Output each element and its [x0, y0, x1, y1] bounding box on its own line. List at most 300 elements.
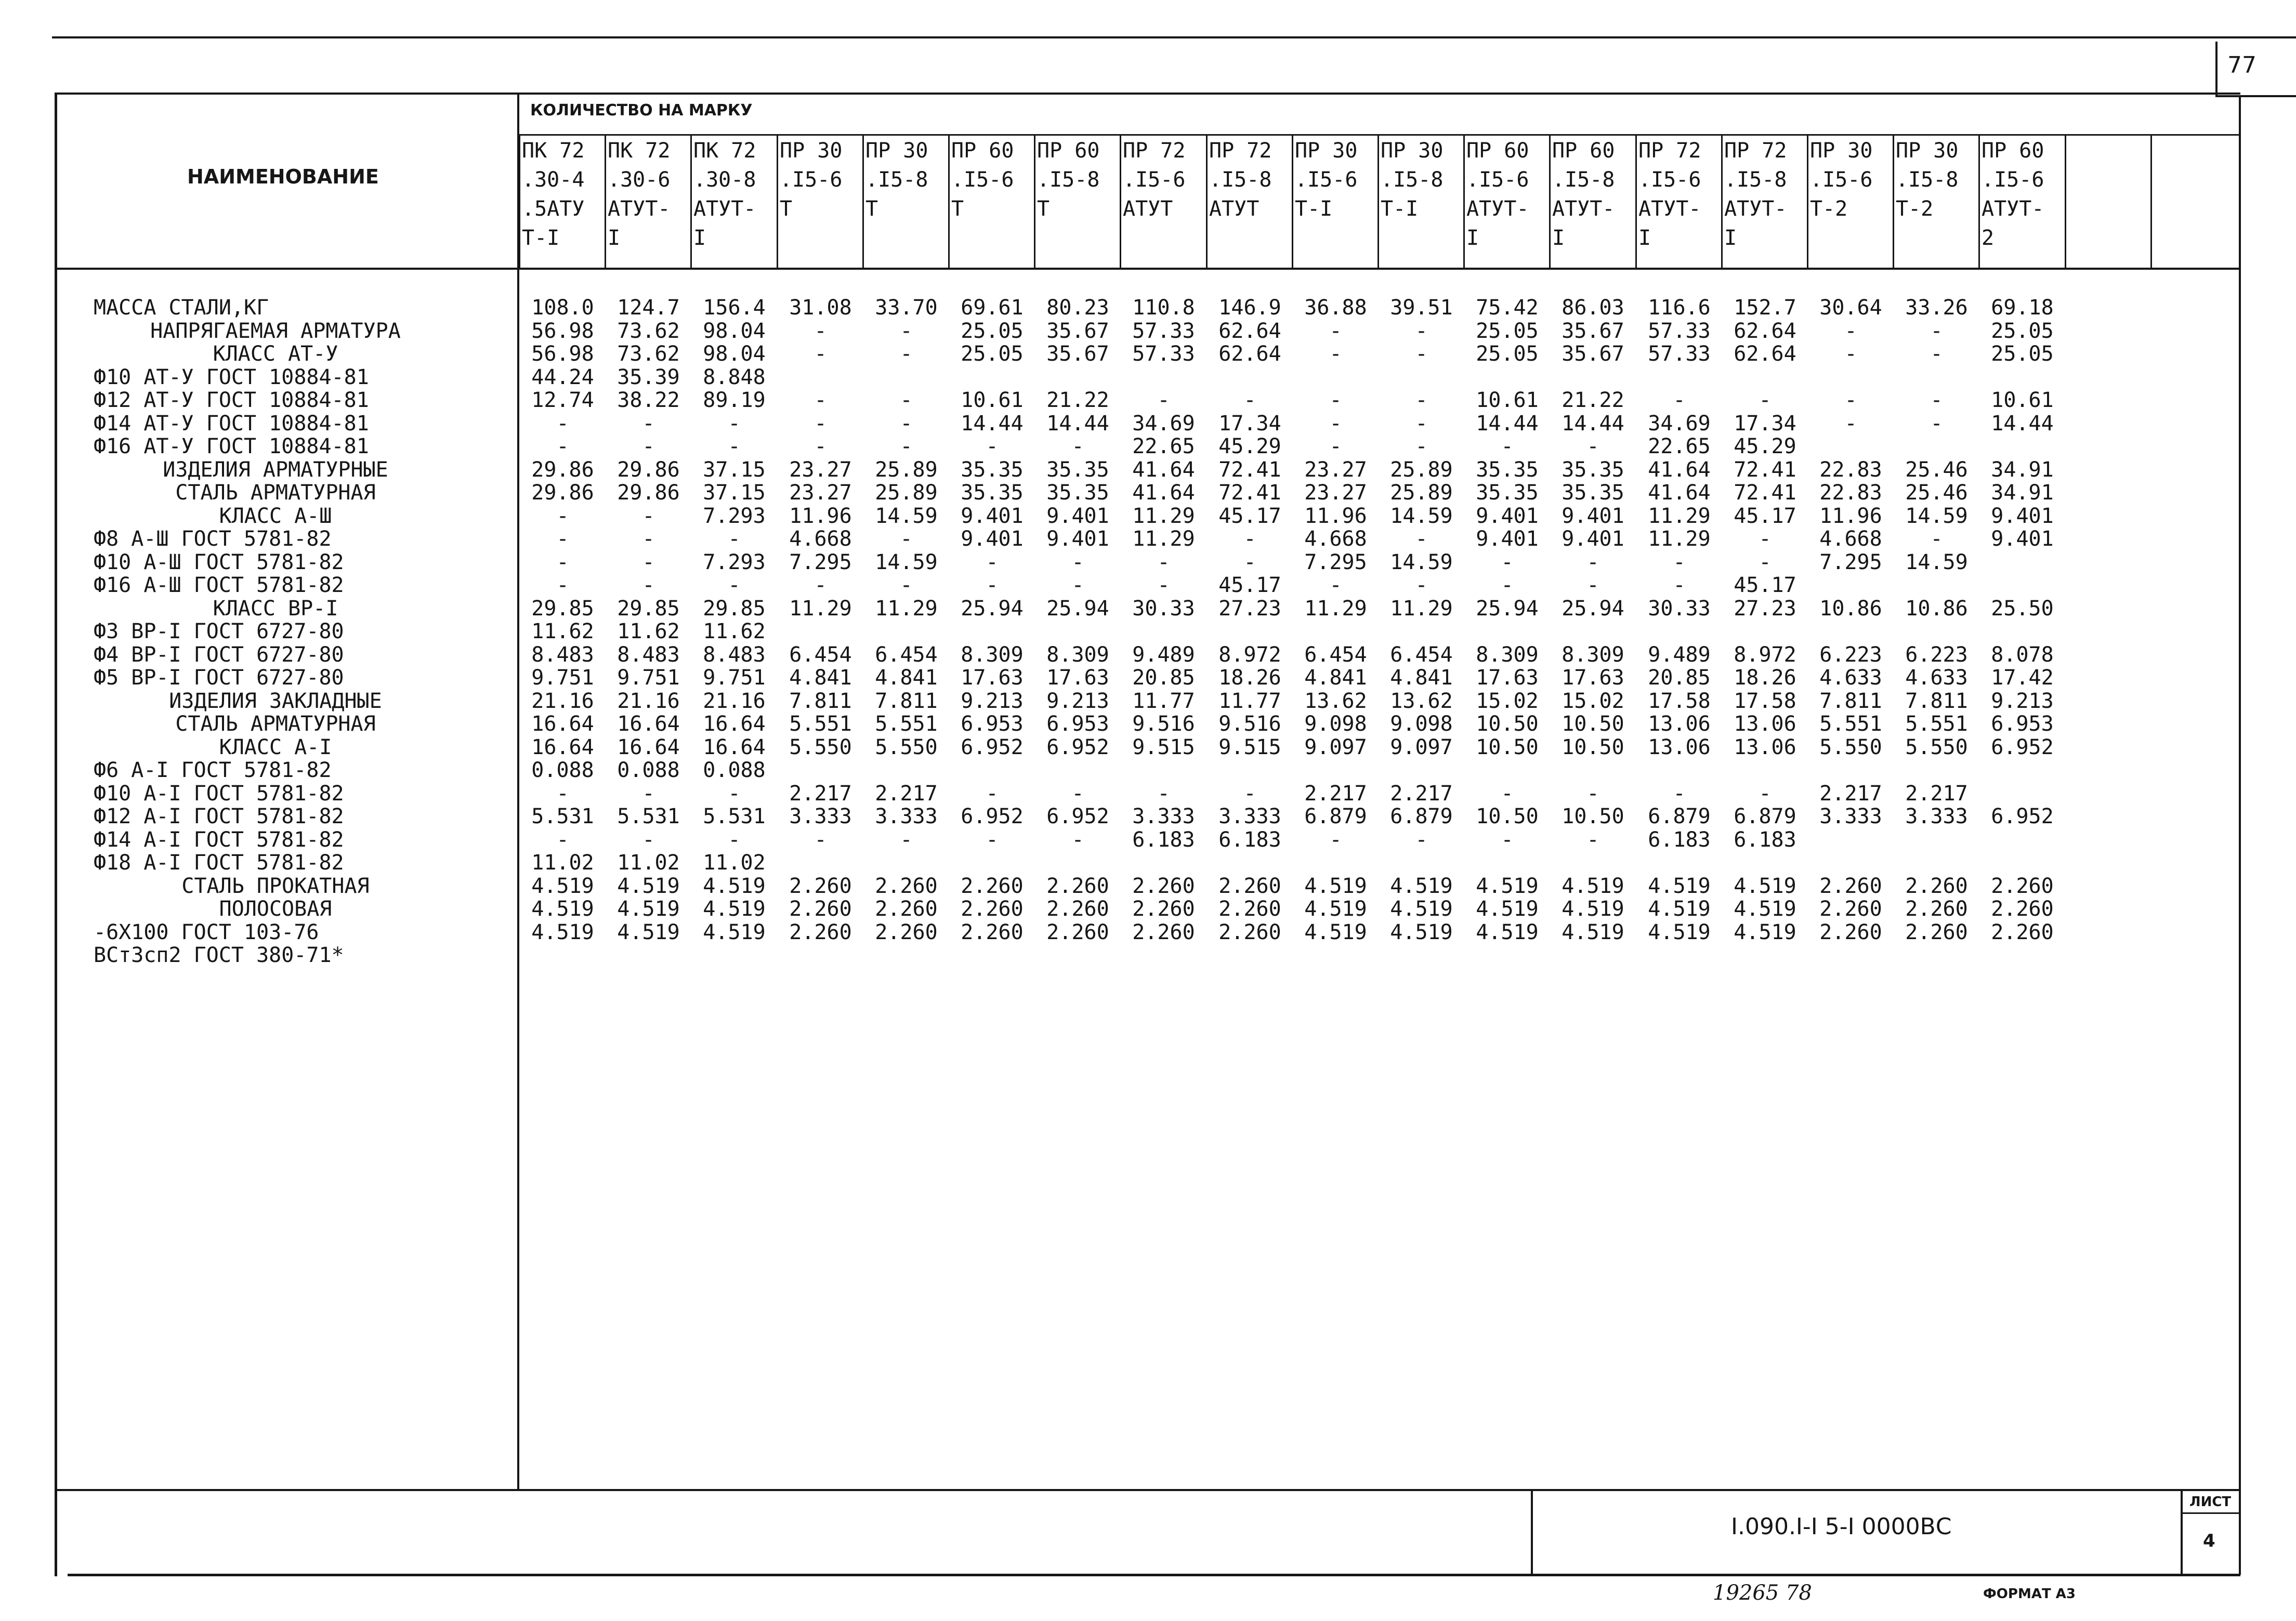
title-block-divider [1531, 1489, 1533, 1575]
table-cell: - [1844, 342, 1857, 366]
table-cell: 25.05 [961, 319, 1024, 343]
table-cell: 45.17 [1218, 573, 1281, 597]
column-header [1552, 136, 1615, 253]
column-divider [1721, 134, 1723, 269]
table-cell: 4.519 [531, 897, 594, 921]
table-cell: 9.489 [1132, 642, 1195, 667]
frame-left [55, 93, 57, 1576]
column-header [608, 136, 670, 253]
table-cell: 98.04 [703, 319, 766, 343]
table-cell: 22.83 [1819, 481, 1882, 505]
table-cell: 25.94 [1046, 596, 1109, 621]
table-cell: 35.35 [961, 457, 1024, 482]
item-name: КЛАСС АТ-У [213, 342, 338, 366]
table-cell: - [986, 550, 999, 574]
table-cell: 2.260 [1218, 874, 1281, 898]
table-cell: 25.46 [1905, 481, 1968, 505]
column-divider [2150, 134, 2152, 269]
table-cell: 14.44 [1991, 411, 2054, 436]
table-cell: - [1415, 827, 1428, 852]
table-cell: - [1759, 527, 1772, 551]
frame-right [2239, 96, 2241, 1575]
table-cell: 10.50 [1476, 805, 1539, 828]
column-header-line: .I5-8 [865, 168, 928, 192]
table-cell: 11.29 [875, 596, 938, 621]
column-header-line: Т [1037, 197, 1050, 221]
table-cell: - [986, 781, 999, 806]
table-cell: 8.309 [961, 642, 1024, 667]
column-divider [1120, 134, 1121, 269]
item-name: Ф10 А-Ш ГОСТ 5781-82 [94, 550, 344, 574]
table-cell: - [900, 434, 913, 458]
table-cell: - [1157, 781, 1170, 806]
column-header [1638, 136, 1701, 253]
table-cell: 34.91 [1991, 457, 2054, 482]
table-cell: - [556, 781, 569, 806]
column-divider [1635, 134, 1637, 269]
table-cell: - [900, 342, 913, 366]
table-cell: - [1329, 411, 1342, 436]
table-cell: 152.7 [1734, 296, 1796, 320]
table-cell: - [900, 527, 913, 551]
table-cell: 2.260 [1991, 920, 2054, 944]
table-cell: 21.16 [617, 689, 680, 713]
table-cell: 0.088 [531, 758, 594, 782]
table-cell: 7.295 [1819, 550, 1882, 574]
table-cell: - [556, 527, 569, 551]
table-cell: 11.96 [1304, 504, 1367, 528]
table-cell: 8.483 [531, 642, 594, 667]
table-cell: 4.841 [875, 666, 938, 690]
table-cell: 7.811 [1819, 689, 1882, 713]
table-cell: 4.519 [1734, 874, 1796, 898]
table-cell: 4.519 [1648, 920, 1711, 944]
column-header [1381, 136, 1443, 253]
table-cell: 9.213 [1046, 689, 1109, 713]
table-cell: - [814, 342, 827, 366]
table-cell: 25.89 [1390, 481, 1453, 505]
table-cell: 14.44 [961, 411, 1024, 436]
table-cell: 2.260 [1218, 920, 1281, 944]
column-header-line: ПР 30 [1295, 139, 1358, 163]
table-cell: 9.213 [1991, 689, 2054, 713]
table-cell: 10.50 [1562, 735, 1624, 759]
table-cell: - [814, 573, 827, 597]
table-cell: 108.0 [531, 296, 594, 320]
column-header [1810, 136, 1872, 253]
item-name: СТАЛЬ АРМАТУРНАЯ [175, 712, 376, 736]
table-cell: - [1844, 411, 1857, 436]
table-cell: 3.333 [1218, 805, 1281, 828]
table-cell: 38.22 [617, 388, 680, 412]
table-cell: 17.58 [1648, 689, 1711, 713]
table-cell: 4.519 [703, 920, 766, 944]
table-cell: 25.89 [875, 481, 938, 505]
column-header-line: .I5-6 [1810, 168, 1873, 192]
column-header-line: .I5-8 [1896, 168, 1959, 192]
column-header-line: I [693, 226, 706, 250]
column-header [1982, 136, 2044, 253]
table-cell: 31.08 [789, 296, 852, 320]
handwritten-inventory-number: 19265 78 [1713, 1581, 1812, 1605]
table-cell: 2.260 [1905, 897, 1968, 921]
column-header-line: .I5-6 [1123, 168, 1186, 192]
table-cell: 9.401 [961, 527, 1024, 551]
column-header-line: АТУТ- [1724, 197, 1787, 221]
item-name: СТАЛЬ АРМАТУРНАЯ [175, 481, 376, 505]
table-cell: 11.77 [1218, 689, 1281, 713]
table-cell: - [1415, 319, 1428, 343]
table-cell: 2.260 [789, 874, 852, 898]
table-cell: 17.34 [1734, 411, 1796, 436]
table-cell: 44.24 [531, 365, 594, 389]
column-header-line: АТУТ- [693, 197, 756, 221]
table-cell: - [1586, 827, 1599, 852]
column-header-line: ПР 72 [1123, 139, 1186, 163]
item-name: Ф16 А-Ш ГОСТ 5781-82 [94, 573, 344, 597]
table-cell: 35.35 [1476, 457, 1539, 482]
table-cell: 17.63 [1046, 666, 1109, 690]
table-cell: 41.64 [1132, 457, 1195, 482]
table-cell: 10.86 [1819, 596, 1882, 621]
column-header-line [951, 223, 1014, 253]
table-cell: 4.668 [1819, 527, 1882, 551]
table-cell: 13.62 [1304, 689, 1367, 713]
table-cell: - [556, 550, 569, 574]
table-cell: - [1071, 573, 1084, 597]
table-cell: 2.260 [789, 897, 852, 921]
table-cell: 25.05 [1991, 319, 2054, 343]
table-cell: 56.98 [531, 319, 594, 343]
item-name: Ф12 АТ-У ГОСТ 10884-81 [94, 388, 369, 412]
table-cell: 14.59 [1905, 504, 1968, 528]
table-cell: - [642, 550, 655, 574]
table-cell: 34.69 [1648, 411, 1711, 436]
table-cell: - [1930, 388, 1943, 412]
table-cell: 11.29 [1390, 596, 1453, 621]
table-cell: 15.02 [1476, 689, 1539, 713]
table-cell: 0.088 [617, 758, 680, 782]
table-cell: 14.59 [1390, 550, 1453, 574]
table-cell: 21.16 [531, 689, 594, 713]
table-cell: 33.70 [875, 296, 938, 320]
column-header-line [1295, 223, 1357, 253]
table-cell: 25.50 [1991, 596, 2054, 621]
table-cell: 9.097 [1390, 735, 1453, 759]
column-header-line: .5АТУ [522, 197, 585, 221]
column-header-line: .I5-6 [780, 168, 843, 192]
column-divider [1978, 134, 1980, 269]
table-cell: 6.879 [1390, 805, 1453, 828]
corner-page-number: 77 [2227, 52, 2256, 78]
column-header-line: ПК 72 [608, 139, 671, 163]
column-header-line [780, 223, 842, 253]
table-cell: 27.23 [1218, 596, 1281, 621]
table-cell: 14.59 [875, 504, 938, 528]
table-cell: 13.06 [1648, 712, 1711, 736]
table-cell: 4.519 [531, 874, 594, 898]
table-cell: 16.64 [703, 712, 766, 736]
item-name: Ф18 А-I ГОСТ 5781-82 [94, 851, 344, 875]
table-cell: 18.26 [1734, 666, 1796, 690]
item-name: ИЗДЕЛИЯ АРМАТУРНЫЕ [163, 457, 388, 482]
table-cell: 6.454 [1390, 642, 1453, 667]
table-cell: 20.85 [1648, 666, 1711, 690]
column-header-line: .I5-8 [1552, 168, 1615, 192]
table-cell: 16.64 [703, 735, 766, 759]
column-header-line: .I5-8 [1037, 168, 1100, 192]
table-cell: - [1071, 827, 1084, 852]
table-cell: 4.519 [1304, 897, 1367, 921]
table-cell: - [1501, 827, 1514, 852]
table-cell: 9.401 [1991, 527, 2054, 551]
corner-box-left [2215, 42, 2218, 96]
table-cell: 4.841 [1390, 666, 1453, 690]
column-header-line [1896, 223, 1958, 253]
column-divider [519, 134, 520, 269]
table-cell: 9.401 [1046, 527, 1109, 551]
table-cell: 4.519 [531, 920, 594, 944]
table-cell: 4.519 [1562, 874, 1624, 898]
column-header-line: АТУТ [1123, 197, 1173, 221]
table-cell: 5.531 [617, 805, 680, 828]
table-cell: - [900, 388, 913, 412]
table-cell: - [1329, 434, 1342, 458]
table-cell: 57.33 [1132, 319, 1195, 343]
table-cell: 20.85 [1132, 666, 1195, 690]
table-cell: 35.35 [1562, 481, 1624, 505]
table-cell: 2.260 [961, 897, 1024, 921]
table-cell: 8.309 [1046, 642, 1109, 667]
table-cell: 6.223 [1905, 642, 1968, 667]
table-cell: 11.29 [1648, 527, 1711, 551]
header-bottom-rule [55, 268, 2240, 270]
table-cell: 124.7 [617, 296, 680, 320]
column-divider [1463, 134, 1465, 269]
table-cell: 3.333 [1819, 805, 1882, 828]
table-cell: - [1673, 573, 1686, 597]
table-cell: 73.62 [617, 342, 680, 366]
table-cell: 36.88 [1304, 296, 1367, 320]
table-cell: - [1243, 550, 1256, 574]
column-header-line: ПР 72 [1638, 139, 1701, 163]
column-header [1896, 136, 1958, 253]
table-cell: 9.516 [1218, 712, 1281, 736]
column-divider [1034, 134, 1035, 269]
table-cell: 7.811 [1905, 689, 1968, 713]
item-name: -6Х100 ГОСТ 103-76 [94, 920, 319, 944]
format-label: ФОРМАТ А3 [1983, 1586, 2076, 1602]
column-divider [1807, 134, 1808, 269]
table-cell: 2.260 [1905, 920, 1968, 944]
table-cell: 5.551 [875, 712, 938, 736]
column-header-line: Т-I [522, 226, 560, 250]
table-cell: 5.550 [875, 735, 938, 759]
table-cell: 29.86 [531, 481, 594, 505]
column-header [1295, 136, 1357, 253]
table-cell: 4.633 [1905, 666, 1968, 690]
table-cell: 11.02 [703, 851, 766, 875]
column-header-line: Т-I [1295, 197, 1333, 221]
table-cell: 21.16 [703, 689, 766, 713]
table-cell: 8.078 [1991, 642, 2054, 667]
column-header [1209, 136, 1271, 253]
table-cell: - [1415, 342, 1428, 366]
table-cell: 2.260 [1819, 920, 1882, 944]
column-header-line: Т-2 [1896, 197, 1934, 221]
table-cell: - [642, 527, 655, 551]
column-header-line: ПР 72 [1724, 139, 1787, 163]
table-cell: 18.26 [1218, 666, 1281, 690]
item-name: КЛАСС ВР-I [213, 596, 338, 621]
table-cell: 11.02 [617, 851, 680, 875]
table-cell: - [986, 573, 999, 597]
column-header-line [1123, 223, 1185, 253]
table-cell: - [1586, 550, 1599, 574]
table-cell: 9.097 [1304, 735, 1367, 759]
table-cell: - [1586, 573, 1599, 597]
table-cell: 7.293 [703, 504, 766, 528]
column-header-line [1381, 223, 1443, 253]
table-cell: 2.260 [875, 920, 938, 944]
table-cell: 9.401 [1562, 504, 1624, 528]
table-cell: 6.953 [1991, 712, 2054, 736]
table-cell: 4.519 [1648, 897, 1711, 921]
table-cell: - [1844, 388, 1857, 412]
table-cell: 23.27 [1304, 457, 1367, 482]
table-cell: 80.23 [1046, 296, 1109, 320]
table-cell: 2.260 [961, 874, 1024, 898]
table-cell: 8.309 [1562, 642, 1624, 667]
table-cell: 4.519 [1734, 897, 1796, 921]
table-cell: 27.23 [1734, 596, 1796, 621]
table-cell: 4.519 [703, 874, 766, 898]
table-cell: - [642, 827, 655, 852]
table-cell: 4.633 [1819, 666, 1882, 690]
item-name: Ф3 ВР-I ГОСТ 6727-80 [94, 620, 344, 643]
table-cell: 6.183 [1218, 827, 1281, 852]
table-cell: 89.19 [703, 388, 766, 412]
table-cell: 6.952 [1991, 735, 2054, 759]
table-cell: 14.59 [1905, 550, 1968, 574]
table-cell: 25.05 [1476, 319, 1539, 343]
column-header-line: I [608, 226, 621, 250]
table-cell: 17.63 [1562, 666, 1624, 690]
table-cell: 23.27 [1304, 481, 1367, 505]
table-cell: 25.94 [1562, 596, 1624, 621]
table-cell: - [1157, 388, 1170, 412]
table-cell: 5.551 [1819, 712, 1882, 736]
table-cell: - [1930, 342, 1943, 366]
table-cell: 25.94 [1476, 596, 1539, 621]
item-name: Ф10 АТ-У ГОСТ 10884-81 [94, 365, 369, 389]
table-cell: 2.217 [1304, 781, 1367, 806]
table-cell: 10.86 [1905, 596, 1968, 621]
table-cell: - [1586, 781, 1599, 806]
column-header-line: I [1724, 226, 1737, 250]
table-cell: - [900, 411, 913, 436]
column-header-line: ПР 30 [1810, 139, 1873, 163]
table-cell: 6.952 [1991, 805, 2054, 828]
table-cell: 22.65 [1648, 434, 1711, 458]
item-name: КЛАСС А-I [219, 735, 332, 759]
item-name: ИЗДЕЛИЯ ЗАКЛАДНЫЕ [169, 689, 382, 713]
item-name: СТАЛЬ ПРОКАТНАЯ [181, 874, 370, 898]
table-cell: 37.15 [703, 457, 766, 482]
table-cell: 25.89 [875, 457, 938, 482]
table-cell: 11.29 [1132, 527, 1195, 551]
table-cell: 5.550 [789, 735, 852, 759]
column-header-line: АТУТ- [1466, 197, 1529, 221]
table-cell: - [1415, 527, 1428, 551]
table-cell: 6.953 [1046, 712, 1109, 736]
column-header-line: ПК 72 [693, 139, 756, 163]
table-cell: 2.260 [1132, 897, 1195, 921]
table-cell: 9.751 [531, 666, 594, 690]
table-cell: 14.59 [875, 550, 938, 574]
column-divider [690, 134, 692, 269]
item-name: Ф14 А-I ГОСТ 5781-82 [94, 827, 344, 852]
column-header-line: АТУТ- [1982, 197, 2044, 221]
column-divider [1206, 134, 1208, 269]
table-cell: 9.515 [1132, 735, 1195, 759]
table-cell: 156.4 [703, 296, 766, 320]
table-cell: 35.35 [1476, 481, 1539, 505]
table-cell: 41.64 [1648, 457, 1711, 482]
table-cell: 25.89 [1390, 457, 1453, 482]
table-cell: - [1329, 573, 1342, 597]
column-header-line: Т-I [1381, 197, 1419, 221]
table-cell: - [728, 434, 741, 458]
table-cell: 57.33 [1648, 342, 1711, 366]
table-cell: - [556, 573, 569, 597]
table-cell: - [728, 573, 741, 597]
table-cell: 29.86 [531, 457, 594, 482]
corner-box-bottom [2215, 95, 2296, 97]
table-cell: 25.05 [961, 342, 1024, 366]
table-cell: 35.39 [617, 365, 680, 389]
table-cell: 8.848 [703, 365, 766, 389]
table-cell: 21.22 [1562, 388, 1624, 412]
table-cell: 2.260 [789, 920, 852, 944]
table-cell: - [1243, 781, 1256, 806]
table-cell: - [556, 827, 569, 852]
table-cell: 62.64 [1218, 319, 1281, 343]
column-header-line: I [1466, 226, 1479, 250]
table-cell: 25.46 [1905, 457, 1968, 482]
quantity-header: КОЛИЧЕСТВО НА МАРКУ [530, 101, 753, 120]
item-name: МАССА СТАЛИ,КГ [94, 296, 269, 320]
table-cell: - [814, 411, 827, 436]
table-cell: 69.61 [961, 296, 1024, 320]
frame-top [55, 93, 2240, 95]
table-cell: 17.63 [1476, 666, 1539, 690]
table-cell: 6.454 [789, 642, 852, 667]
table-cell: 11.62 [703, 620, 766, 643]
table-cell: 116.6 [1648, 296, 1711, 320]
table-cell: - [986, 827, 999, 852]
table-cell: 13.06 [1734, 712, 1796, 736]
table-cell: - [900, 573, 913, 597]
table-cell: 8.483 [703, 642, 766, 667]
table-cell: 9.751 [703, 666, 766, 690]
table-cell: 0.088 [703, 758, 766, 782]
column-header-line: .30-6 [608, 168, 671, 192]
table-cell: - [1243, 527, 1256, 551]
column-header [780, 136, 842, 253]
column-header [951, 136, 1014, 253]
column-divider [2065, 134, 2066, 269]
